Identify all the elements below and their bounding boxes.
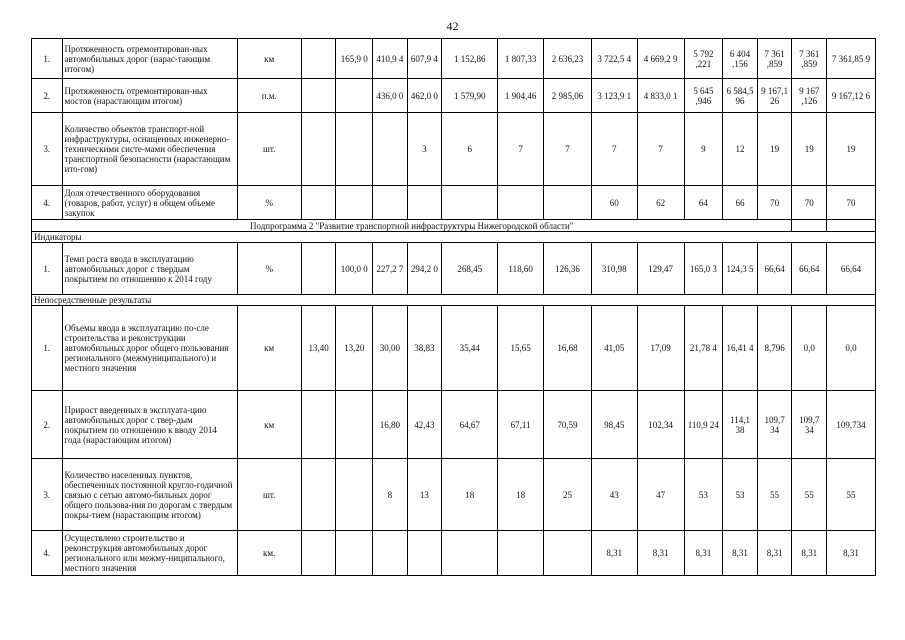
value-cell: 53 — [723, 459, 758, 531]
value-cell: 124,3 5 — [723, 243, 758, 295]
value-cell: 109,7 34 — [757, 391, 792, 459]
value-cell: 102,34 — [637, 391, 684, 459]
value-cell — [373, 186, 408, 220]
value-cell: 165,9 0 — [336, 39, 373, 79]
value-cell: 3 — [407, 113, 442, 186]
value-cell: 6 584,5 96 — [723, 79, 758, 113]
table-row — [32, 113, 876, 186]
table-row — [32, 79, 876, 113]
value-cell: 109,7 34 — [792, 391, 827, 459]
value-cell: 114,1 38 — [723, 391, 758, 459]
value-cell: 100,0 0 — [336, 243, 373, 295]
value-cell — [544, 531, 592, 576]
value-cell — [336, 531, 373, 576]
row-number: 3. — [32, 459, 63, 531]
row-number: 4. — [32, 531, 63, 576]
value-cell: 8,31 — [684, 531, 723, 576]
value-cell — [301, 113, 336, 186]
value-cell: 17,09 — [637, 306, 684, 391]
value-cell: 1 579,90 — [442, 79, 498, 113]
value-cell — [301, 243, 336, 295]
value-cell — [373, 113, 408, 186]
value-cell: 64 — [684, 186, 723, 220]
value-cell: 18 — [498, 459, 544, 531]
row-number: 1. — [32, 243, 63, 295]
value-cell: 16,68 — [544, 306, 592, 391]
value-cell: 66,64 — [792, 243, 827, 295]
value-cell: 607,9 4 — [407, 39, 442, 79]
row-number: 1. — [32, 39, 63, 79]
value-cell: 53 — [684, 459, 723, 531]
value-cell: 110,9 24 — [684, 391, 723, 459]
row-number: 2. — [32, 79, 63, 113]
value-cell: 8,31 — [792, 531, 827, 576]
row-number: 1. — [32, 306, 63, 391]
value-cell: 66 — [723, 186, 758, 220]
value-cell — [301, 186, 336, 220]
value-cell: 70,59 — [544, 391, 592, 459]
indicator-name: Количество населенных пунктов, обеспеченных постоянной кругло-годичной связью с сетью автомо-бильных дорог общего пользова-ния по дорогам с твердым покры-тием (нарастающим итогом) — [62, 459, 237, 531]
value-cell: 16,41 4 — [723, 306, 758, 391]
value-cell: 15,65 — [498, 306, 544, 391]
table-row — [32, 243, 876, 295]
value-cell — [336, 79, 373, 113]
row-number: 2. — [32, 391, 63, 459]
value-cell: 8,31 — [827, 531, 876, 576]
value-cell: 98,45 — [591, 391, 637, 459]
value-cell — [498, 186, 544, 220]
value-cell: 9 167 ,126 — [792, 79, 827, 113]
value-cell: 47 — [637, 459, 684, 531]
indicator-name: Темп роста ввода в эксплуатацию автомобильных дорог с твердым покрытием по отношению к 2014 году — [62, 243, 237, 295]
table-row — [32, 531, 876, 576]
value-cell: 16,80 — [373, 391, 408, 459]
value-cell: 21,78 4 — [684, 306, 723, 391]
table-row — [32, 220, 876, 232]
value-cell: 3 722,5 4 — [591, 39, 637, 79]
value-cell: 118,60 — [498, 243, 544, 295]
indicator-name: Осуществлено строительство и реконструкция автомобильных дорог регионального или межму-ниципального, местного значения — [62, 531, 237, 576]
value-cell — [442, 531, 498, 576]
value-cell: 70 — [757, 186, 792, 220]
value-cell: 19 — [792, 113, 827, 186]
table-row — [32, 295, 876, 306]
value-cell — [336, 391, 373, 459]
value-cell: 19 — [827, 113, 876, 186]
direct-results-label: Непосредственные результаты — [32, 295, 876, 306]
value-cell — [407, 186, 442, 220]
value-cell: 129,47 — [637, 243, 684, 295]
table-row — [32, 391, 876, 459]
indicator-name: Протяженность отремонтирован-ных мостов (нарастающим итогом) — [62, 79, 237, 113]
unit-cell: км — [237, 39, 301, 79]
value-cell: 66,64 — [757, 243, 792, 295]
unit-cell: км — [237, 391, 301, 459]
value-cell: 25 — [544, 459, 592, 531]
value-cell: 67,11 — [498, 391, 544, 459]
value-cell: 7 361 ,859 — [792, 39, 827, 79]
value-cell: 9 — [684, 113, 723, 186]
value-cell — [301, 531, 336, 576]
value-cell: 62 — [637, 186, 684, 220]
unit-cell: км — [237, 306, 301, 391]
value-cell: 12 — [723, 113, 758, 186]
value-cell: 7 — [544, 113, 592, 186]
value-cell: 2 985,06 — [544, 79, 592, 113]
value-cell: 38,83 — [407, 306, 442, 391]
value-cell: 66,64 — [827, 243, 876, 295]
value-cell: 310,98 — [591, 243, 637, 295]
value-cell: 18 — [442, 459, 498, 531]
value-cell — [442, 186, 498, 220]
indicator-name: Объемы ввода в эксплуатацию по-сле строительства и реконструкции автомобильных дорог общего пользования регионального (межмуниципального) и местного значения — [62, 306, 237, 391]
indicator-name: Протяженность отремонтирован-ных автомобильных дорог (нарас-тающим итогом) — [62, 39, 237, 79]
value-cell: 43 — [591, 459, 637, 531]
value-cell: 126,36 — [544, 243, 592, 295]
value-cell — [336, 186, 373, 220]
value-cell: 55 — [827, 459, 876, 531]
value-cell: 8,31 — [637, 531, 684, 576]
indicator-name: Количество объектов транспорт-ной инфраструктуры, оснащенных инженерно-техническими систе-мами обеспечения транспортной безопасности (нарастающим ито-гом) — [62, 113, 237, 186]
value-cell: 436,0 0 — [373, 79, 408, 113]
unit-cell: шт. — [237, 113, 301, 186]
indicator-name: Доля отечественного оборудования (товаров, работ, услуг) в общем объеме закупок — [62, 186, 237, 220]
value-cell: 462,0 0 — [407, 79, 442, 113]
value-cell: 13,40 — [301, 306, 336, 391]
value-cell: 165,0 3 — [684, 243, 723, 295]
value-cell: 9 167,1 26 — [757, 79, 792, 113]
value-cell — [336, 459, 373, 531]
value-cell: 7 361 ,859 — [757, 39, 792, 79]
value-cell: 7 — [591, 113, 637, 186]
subprogram-title: Подпрограмма 2 "Развитие транспортной инфраструктуры Нижегородской области" — [32, 220, 792, 232]
value-cell: 410,9 4 — [373, 39, 408, 79]
value-cell: 19 — [757, 113, 792, 186]
value-cell: 13 — [407, 459, 442, 531]
value-cell — [301, 391, 336, 459]
value-cell: 30,00 — [373, 306, 408, 391]
value-cell: 60 — [591, 186, 637, 220]
value-cell: 6 — [442, 113, 498, 186]
value-cell: 0,0 — [792, 306, 827, 391]
value-cell: 8,31 — [591, 531, 637, 576]
value-cell: 8,31 — [723, 531, 758, 576]
value-cell — [336, 113, 373, 186]
value-cell — [301, 79, 336, 113]
page-number: 42 — [446, 19, 459, 33]
value-cell: 41,05 — [591, 306, 637, 391]
value-cell: 1 807,33 — [498, 39, 544, 79]
value-cell: 7 361,85 9 — [827, 39, 876, 79]
value-cell: 0,0 — [827, 306, 876, 391]
value-cell: 8,796 — [757, 306, 792, 391]
unit-cell: п.м. — [237, 79, 301, 113]
value-cell: 8 — [373, 459, 408, 531]
value-cell: 8,31 — [757, 531, 792, 576]
unit-cell: км. — [237, 531, 301, 576]
value-cell: 268,45 — [442, 243, 498, 295]
row-number: 4. — [32, 186, 63, 220]
value-cell: 70 — [792, 186, 827, 220]
value-cell: 294,2 0 — [407, 243, 442, 295]
value-cell — [301, 39, 336, 79]
value-cell: 1 152,86 — [442, 39, 498, 79]
value-cell: 42,43 — [407, 391, 442, 459]
unit-cell: % — [237, 243, 301, 295]
value-cell — [544, 186, 592, 220]
value-cell: 9 167,12 6 — [827, 79, 876, 113]
value-cell: 6 404 ,156 — [723, 39, 758, 79]
indicators-label: Индикаторы — [32, 232, 876, 243]
value-cell: 4 669,2 9 — [637, 39, 684, 79]
value-cell: 64,67 — [442, 391, 498, 459]
value-cell: 109,734 — [827, 391, 876, 459]
table-row — [32, 232, 876, 243]
value-cell: 35,44 — [442, 306, 498, 391]
value-cell: 7 — [637, 113, 684, 186]
unit-cell: шт. — [237, 459, 301, 531]
value-cell: 3 123,9 1 — [591, 79, 637, 113]
empty-cell — [827, 220, 876, 232]
value-cell: 2 636,23 — [544, 39, 592, 79]
row-number: 3. — [32, 113, 63, 186]
value-cell: 4 833,0 1 — [637, 79, 684, 113]
value-cell: 55 — [757, 459, 792, 531]
value-cell: 70 — [827, 186, 876, 220]
value-cell — [498, 531, 544, 576]
table-row — [32, 459, 876, 531]
value-cell: 55 — [792, 459, 827, 531]
empty-cell — [792, 220, 827, 232]
indicators-table — [31, 38, 876, 576]
value-cell — [301, 459, 336, 531]
value-cell — [373, 531, 408, 576]
indicator-name: Прирост введенных в эксплуата-цию автомобильных дорог с твер-дым покрытием по отношению к вводу 2014 года (нарастающим итогом) — [62, 391, 237, 459]
table-row — [32, 306, 876, 391]
value-cell: 5 645 ,946 — [684, 79, 723, 113]
value-cell: 1 904,46 — [498, 79, 544, 113]
value-cell — [407, 531, 442, 576]
table-row — [32, 39, 876, 79]
value-cell: 7 — [498, 113, 544, 186]
value-cell: 227,2 7 — [373, 243, 408, 295]
value-cell: 5 792 ,221 — [684, 39, 723, 79]
value-cell: 13,20 — [336, 306, 373, 391]
table-row — [32, 186, 876, 220]
unit-cell: % — [237, 186, 301, 220]
